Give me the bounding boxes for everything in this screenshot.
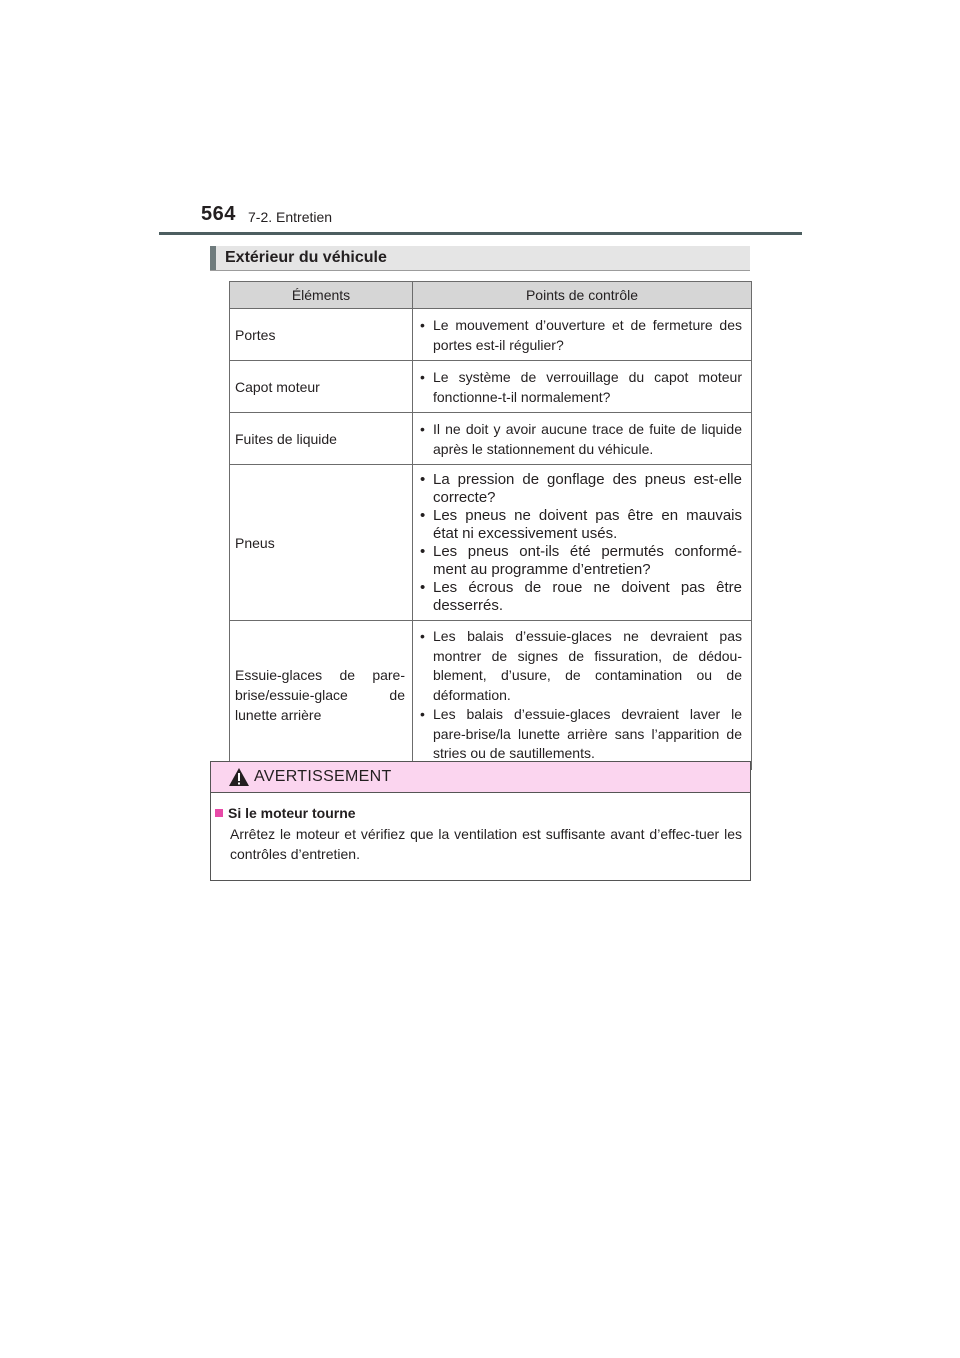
table-row: [230, 361, 752, 413]
item-cell: [230, 465, 413, 621]
table-row: [230, 465, 752, 621]
check-point: • Il ne doit y avoir aucune trace de fuite de liquide après le stationnement du véhicule.: [420, 419, 742, 459]
warning-box: [210, 761, 751, 881]
inspection-table: [229, 281, 752, 770]
item-cell: [230, 309, 413, 361]
table-header-row: [230, 282, 752, 309]
page-number: 564: [201, 203, 236, 225]
item-label-line: brise/essuie-glace de: [235, 686, 405, 703]
warning-header: [211, 762, 750, 793]
check-point: • Les écrous de roue ne doivent pas être desserrés.: [420, 579, 742, 615]
table-row: [230, 621, 752, 770]
item-cell: [230, 361, 413, 413]
item-cell: [230, 621, 413, 770]
warning-text: Arrêtez le moteur et vérifiez que la ventilation est suffisante avant d’effec-tuer les contrôles d’entretien.: [230, 826, 742, 862]
check-point: • Les pneus ne doivent pas être en mauvais état ni excessivement usés.: [420, 507, 742, 543]
item-cell: [230, 413, 413, 465]
check-point: • Le système de verrouillage du capot moteur fonctionne-t-il normalement?: [420, 367, 742, 407]
column-header: Points de contrôle: [413, 282, 752, 309]
points-cell: [413, 361, 752, 413]
warning-triangle-icon: [228, 767, 250, 787]
table-row: [230, 309, 752, 361]
points-cell: [413, 465, 752, 621]
item-label-line: lunette arrière: [235, 706, 322, 723]
item-label: Portes: [235, 326, 276, 343]
points-cell: [413, 309, 752, 361]
square-bullet-icon: [215, 809, 223, 817]
points-cell: [413, 621, 752, 770]
section-title: [210, 246, 750, 271]
warning-label: AVERTISSEMENT: [254, 768, 392, 785]
section-title-bar: [210, 246, 216, 270]
check-point: • Le mouvement d’ouverture et de fermeture des portes est-il régulier?: [420, 315, 742, 355]
section-title-text: Extérieur du véhicule: [225, 249, 387, 266]
item-label-line: Essuie-glaces de pare-: [235, 666, 405, 683]
table-row: [230, 413, 752, 465]
check-point: • Les balais d’essuie-glaces devraient laver le pare-brise/la lunette arrière sans l’apparition de stries ou de sautillements.: [420, 705, 742, 764]
check-point: • Les pneus ont-ils été permutés conformé-ment au programme d’entretien?: [420, 543, 742, 579]
warning-subheading: [215, 805, 356, 821]
item-label: Fuites de liquide: [235, 430, 337, 447]
item-label: Capot moteur: [235, 378, 320, 395]
header-rule: [159, 232, 802, 235]
item-label: Pneus: [235, 534, 275, 551]
column-header: Éléments: [230, 282, 413, 309]
section-reference: 7-2. Entretien: [248, 209, 333, 225]
warning-subheading-text: Si le moteur tourne: [228, 805, 356, 821]
check-point: • Les balais d’essuie-glaces ne devraient pas montrer de signes de fissuration, de dédou-blement, d’usure, de contamination ou de déformation.: [420, 627, 742, 705]
points-cell: [413, 413, 752, 465]
check-point: • La pression de gonflage des pneus est-elle correcte?: [420, 471, 742, 507]
